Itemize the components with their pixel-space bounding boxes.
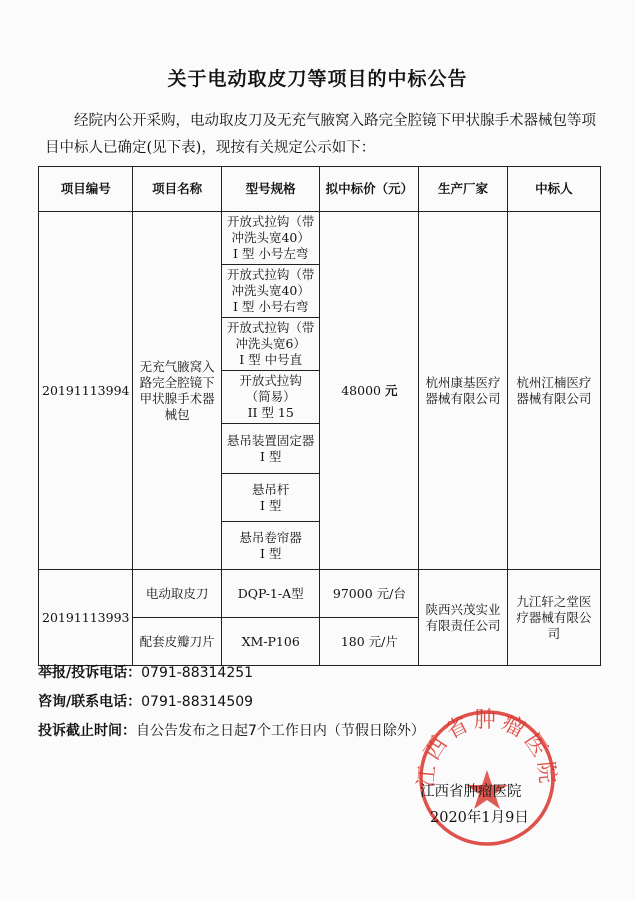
winner: 杭州江楠医疗器械有限公司 xyxy=(507,212,600,570)
project-number: 20191113993 xyxy=(39,570,133,666)
spec-cell: XM-P106 xyxy=(221,618,320,666)
intro-paragraph: 经院内公开采购，电动取皮刀及无充气腋窝入路完全腔镜下甲状腺手术器械包等项目中标人已确定(见下表)，现按有关规定公示如下： xyxy=(45,113,596,156)
bid-price: 180 元/片 xyxy=(320,618,419,666)
winner: 九江轩之堂医疗器械有限公司 xyxy=(507,570,600,666)
consult-phone: 0791-88314509 xyxy=(141,694,254,710)
award-table xyxy=(38,166,601,666)
report-phone-line: 举报/投诉电话：0791-88314251 xyxy=(38,665,254,681)
header-cell: 项目编号 xyxy=(39,167,133,212)
header-cell: 中标人 xyxy=(507,167,600,212)
intro xyxy=(45,108,605,162)
spec-cell: 开放式拉钩 （简易） II 型 15 xyxy=(221,371,320,424)
spec-cell: DQP-1-A型 xyxy=(221,570,320,618)
project-name: 配套皮瓣刀片 xyxy=(133,618,221,666)
official-seal-icon xyxy=(412,700,562,850)
page-title: 关于电动取皮刀等项目的中标公告 xyxy=(167,68,468,90)
bid-price: 48000 元 xyxy=(320,212,419,570)
table-row xyxy=(39,212,601,265)
header-cell: 型号规格 xyxy=(221,167,320,212)
spec-cell: 开放式拉钩（带 冲洗头宽40） I 型 小号左弯 xyxy=(221,212,320,265)
table-header-row xyxy=(39,167,601,212)
header-cell: 拟中标价（元） xyxy=(320,167,419,212)
spec-cell: 开放式拉钩（带 冲洗头宽40） I 型 小号右弯 xyxy=(221,265,320,318)
deadline-text: 自公告发布之日起7个工作日内（节假日除外） xyxy=(136,723,425,739)
project-number: 20191113994 xyxy=(39,212,133,570)
manufacturer: 陕西兴茂实业有限责任公司 xyxy=(419,570,507,666)
header-cell: 生产厂家 xyxy=(419,167,507,212)
svg-text:江西省肿瘤医院: 江西省肿瘤医院 xyxy=(414,708,560,789)
manufacturer: 杭州康基医疗器械有限公司 xyxy=(419,212,507,570)
deadline-line: 投诉截止时间：自公告发布之日起7个工作日内（节假日除外） xyxy=(38,723,425,739)
consult-phone-line: 咨询/联系电话：0791-88314509 xyxy=(38,694,254,710)
spec-cell: 悬吊杆 I 型 xyxy=(221,474,320,522)
bid-price: 97000 元/台 xyxy=(320,570,419,618)
spec-cell: 悬吊装置固定器 I 型 xyxy=(221,424,320,474)
project-name: 电动取皮刀 xyxy=(133,570,221,618)
table-row xyxy=(39,570,601,618)
header-cell: 项目名称 xyxy=(133,167,221,212)
spec-cell: 开放式拉钩（带 冲洗头宽6） I 型 中号直 xyxy=(221,318,320,371)
signature-date: 2020年1月9日 xyxy=(430,810,529,826)
report-phone: 0791-88314251 xyxy=(141,665,254,681)
spec-cell: 悬吊卷帘器 I 型 xyxy=(221,522,320,570)
signature-org: 江西省肿瘤医院 xyxy=(420,784,522,800)
project-name: 无充气腋窝入路完全腔镜下甲状腺手术器械包 xyxy=(133,212,221,570)
